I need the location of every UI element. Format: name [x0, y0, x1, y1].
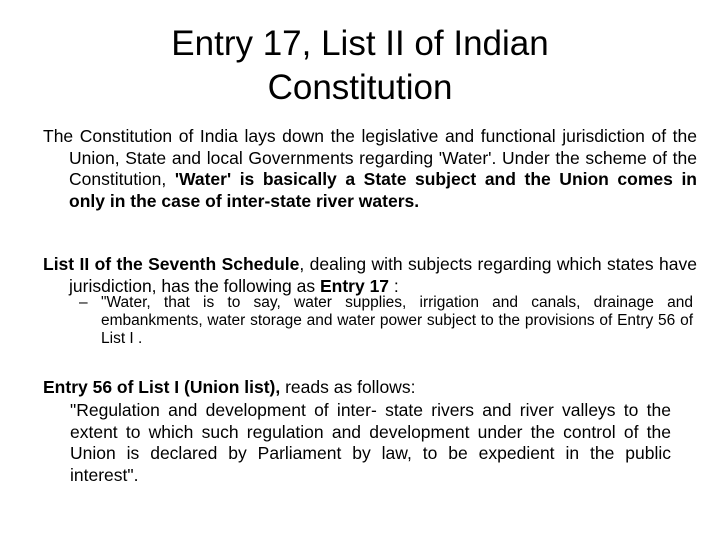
dash-bullet-marker: – — [79, 294, 88, 311]
title-line-2: Constitution — [267, 68, 453, 107]
paragraph-seventh-schedule — [43, 254, 697, 297]
entry-17-label: Entry 17 — [319, 275, 390, 296]
paragraph-entry-56 — [43, 377, 671, 399]
seventh-schedule-label: List II of the Seventh Schedule — [43, 254, 300, 274]
paragraph-1-text: The Constitution of India lays down the legislative and functional jurisdiction of the Union, State and local Governments regarding 'Water'. Under the scheme of the Constitution, — [43, 126, 697, 189]
paragraph-1-emphasis: 'Water' is basically a State subject and the Union comes in only in the case of inter-state river waters. — [69, 169, 697, 211]
paragraph-2-text: , dealing with subjects regarding which states have jurisdiction, has the following as — [69, 254, 697, 296]
entry-17-quote-bullet — [79, 294, 693, 348]
paragraph-3-text: reads as follows: — [280, 377, 416, 397]
paragraph-constitution-overview — [43, 126, 697, 212]
entry-17-quote-text: "Water, that is to say, water supplies, irrigation and canals, drainage and embankments, water storage and water power subject to the provisions of Entry 56 of List I . — [101, 294, 693, 347]
entry-56-label: Entry 56 of List I (Union list), — [43, 377, 281, 397]
entry-56-quote: "Regulation and development of inter- state rivers and river valleys to the extent to which such regulation and development under the control of the Union is declared by Parliament by law, to be expedient in the public interest". — [70, 400, 671, 485]
slide-title — [40, 22, 680, 110]
paragraph-2-colon: : — [389, 275, 399, 296]
title-line-1: Entry 17, List II of Indian — [171, 24, 549, 63]
